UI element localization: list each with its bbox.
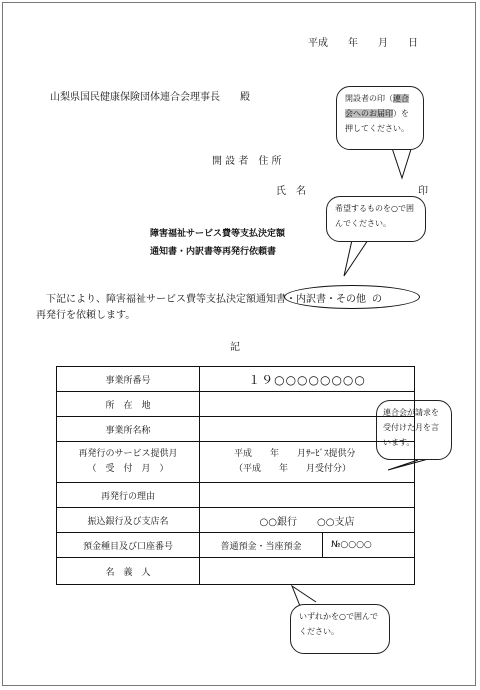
office-number-label: 事業所番号 [57,367,200,392]
account-holder-value[interactable] [200,558,415,585]
address-value[interactable] [200,392,415,417]
account-type-label: 預金種目及び口座番号 [57,533,200,558]
seal-note-bubble [336,86,424,150]
circle-note-tail [344,240,368,276]
address-label: 所 在 地 [57,392,200,417]
month-note-bubble: 連合会が請求を受付けた月を言います。 [376,400,452,460]
office-name-value[interactable] [200,417,415,442]
seal-note-highlight1: 連合 [393,94,409,103]
account-note-bubble: いずれかを○で囲んでください。 [290,604,390,654]
office-number-value[interactable]: １９○○○○○○○○ [200,367,415,392]
service-month-value-line1: 平成 年 月ｻｰﾋﾞｽ提供分 [234,449,356,459]
request-text-prefix: 下記により、障害福祉サービス費等支払決定額 [46,294,256,305]
seal-note-tail [392,146,412,178]
table-row [57,417,415,442]
service-month-label-line2: （ 受 付 月 ） [87,464,169,474]
service-month-value[interactable] [200,442,415,483]
seal-mark: 印 [418,186,428,197]
request-form-table [56,366,415,585]
document-options: 通知書・内訳書・その他 [256,294,366,305]
table-row [57,442,415,483]
account-holder-label: 名 義 人 [57,558,200,585]
document-title-line1: 障害福祉サービス費等支払決定額 [150,229,286,239]
bank-branch-value[interactable]: ○○銀行 ○○支店 [200,508,415,533]
service-month-label-line1: 再発行のサービス提供月 [78,449,178,459]
table-row [57,508,415,533]
applicant-name-label: 氏 名 [276,186,306,197]
request-text-line2: 再発行を依頼します。 [36,310,136,321]
seal-note-text2: ）を [393,109,409,118]
table-row [57,533,415,558]
addressee: 山梨県国民健康保険団体連合会理事長 殿 [50,92,250,103]
account-note-tail [292,586,316,606]
table-row [57,483,415,508]
account-number: №○○○○ [331,540,372,550]
ki-mark: 記 [230,342,240,353]
seal-note-text3: 押してください。 [345,124,409,133]
table-row [57,392,415,417]
circle-note-bubble: 希望するものを○で囲んでください。 [326,196,426,242]
reason-value[interactable] [200,483,415,508]
applicant-address-label: 開 設 者 住 所 [212,156,282,167]
service-month-value-line2: （平成 年 月受付分） [234,464,352,474]
seal-note-highlight2: 会へのお届印 [345,109,393,118]
office-name-label: 事業所名称 [57,417,200,442]
reason-label: 再発行の理由 [57,483,200,508]
service-month-label [57,442,200,483]
table-row [57,367,415,392]
account-type-value[interactable] [200,533,415,558]
seal-note-text1: 開設者の印（ [345,94,393,103]
bank-branch-label: 振込銀行及び支店名 [57,508,200,533]
account-type-options: 普通預金・当座預金 [200,533,323,557]
document-title-line2: 通知書・内訳書等再発行依頼書 [150,247,277,257]
table-row [57,558,415,585]
request-text-suffix: の [372,294,382,305]
date-line: 平成 年 月 日 [308,38,418,49]
